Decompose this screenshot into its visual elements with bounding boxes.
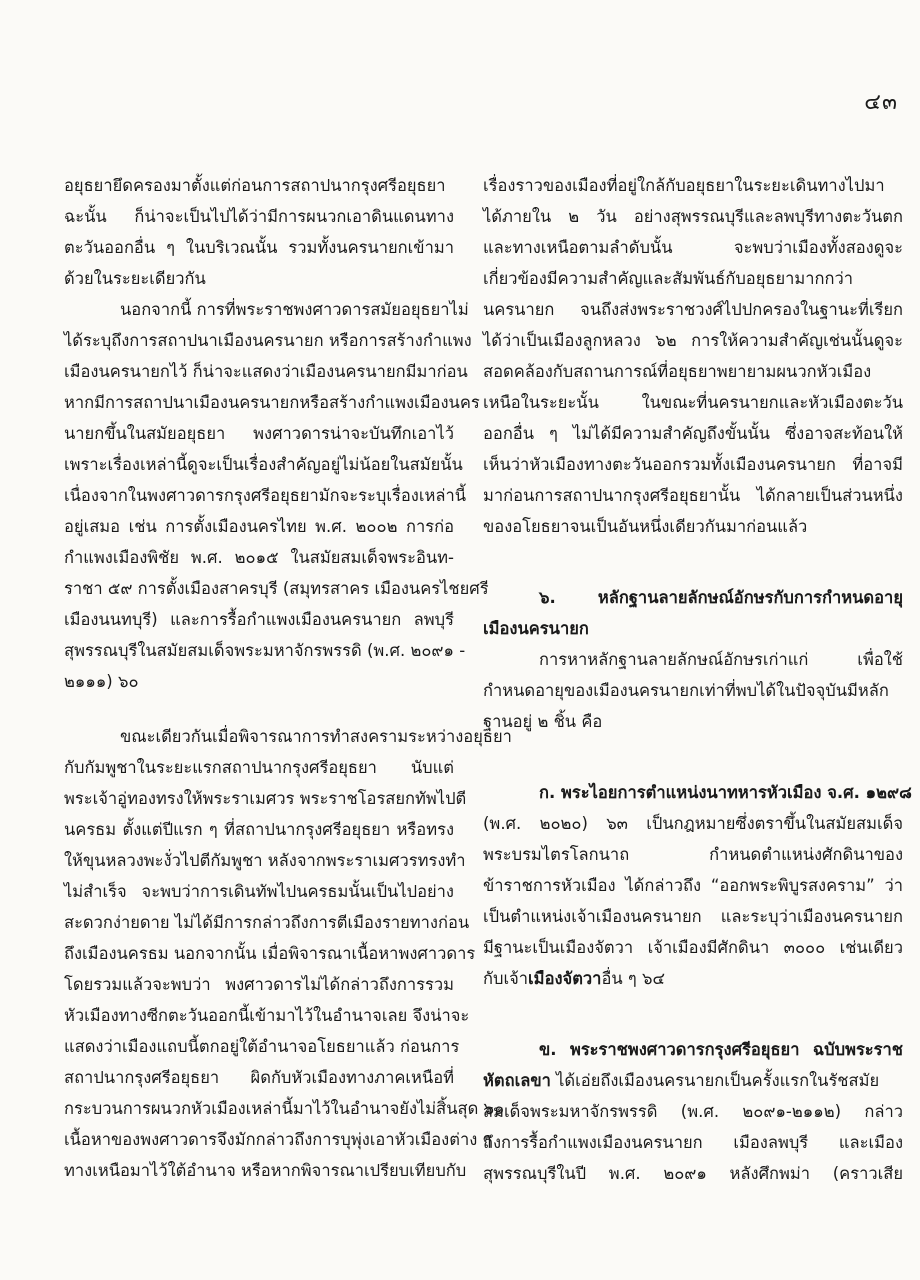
section-gap xyxy=(483,737,903,777)
text-line: เนื่องจากในพงศาวดารกรุงศรีอยุธยามักจะระบุเรื่องเหล่านี้ xyxy=(64,486,466,505)
text-line: อยู่เสมอ เช่น การตั้งเมืองนครไทย พ.ศ. ๒๐๐๒ การก่อ xyxy=(64,517,454,536)
text-line: ของอโยธยาจนเป็นอันหนึ่งเดียวกันมาก่อนแล้ว xyxy=(483,517,808,536)
section-gap xyxy=(483,994,903,1034)
text-line: นครธม ตั้งแต่ปีแรก ๆ ที่สถาปนากรุงศรีอยุธยา หรือทรง xyxy=(64,820,454,839)
text-line: เรื่องราวของเมืองที่อยู่ใกล้กับอยุธยาในระยะเดินทางไปมา xyxy=(483,176,885,195)
page-number: ๔๓ xyxy=(864,90,898,115)
item-b xyxy=(483,1034,903,1189)
text-line: ตะวันออกอื่น ๆ ในบริเวณนั้น รวมทั้งนครนายกเข้ามา xyxy=(64,238,454,257)
text-line: หัวเมืองทางซีกตะวันออกนี้เข้ามาไว้ในอำนาจเลย จึงน่าจะ xyxy=(64,1006,470,1025)
text-line: ฐานอยู่ ๒ ชิ้น คือ xyxy=(483,712,603,731)
text-line: สุพรรณบุรีในปี พ.ศ. ๒๐๙๑ หลังศึกพม่า (คราวเสีย xyxy=(483,1164,903,1183)
text-line: สอดคล้องกับสถานการณ์ที่อยุธยาพยายามผนวกหัวเมือง xyxy=(483,362,872,381)
text-segment: ได้เอ่ยถึงเมืองนครนายกเป็นครั้งแรกในรัชสมัย xyxy=(550,1071,880,1090)
item-a xyxy=(483,777,912,994)
text-line: เมืองนนทบุรี) และการรื้อกำแพงเมืองนครนายก ลพบุรี xyxy=(64,610,454,629)
paragraph-gap xyxy=(64,697,454,721)
text-line: ออกอื่น ๆ ไม่ได้มีความสำคัญถึงขั้นนั้น ซึ่งอาจสะท้อนให้ xyxy=(483,424,903,443)
text-line: สุพรรณบุรีในสมัยสมเด็จพระมหาจักรพรรดิ (พ.ศ. ๒๐๙๑ - xyxy=(64,641,466,660)
text-line: สมเด็จพระมหาจักรพรรดิ (พ.ศ. ๒๐๙๑-๒๑๑๒) กล่าว xyxy=(483,1102,903,1121)
text-line: ไม่สำเร็จ จะพบว่าการเดินทัพไปนครธมนั้นเป็นไปอย่าง xyxy=(64,882,454,901)
text-line: ๒๑๑๑) ๖๐ xyxy=(64,672,139,691)
text-line: อยุธยายึดครองมาตั้งแต่ก่อนการสถาปนากรุงศรีอยุธยา xyxy=(64,176,446,195)
item-b-title: ข. พระราชพงศาวดารกรุงศรีอยุธยา ฉบับพระราช xyxy=(539,1040,903,1059)
text-line: พระบรมไตรโลกนาถ กำหนดตำแหน่งศักดินาของ xyxy=(483,845,903,864)
text-line: มาก่อนการสถาปนากรุงศรีอยุธยานั้น ได้กลายเป็นส่วนหนึ่ง xyxy=(483,486,903,505)
text-line: นครนายก จนถึงส่งพระราชวงศ์ไปปกครองในฐานะที่เรียก xyxy=(483,300,903,319)
text-line: ขณะเดียวกันเมื่อพิจารณาการทำสงครามระหว่างอยุธยา xyxy=(120,727,512,746)
text-line: แสดงว่าเมืองแถบนี้ตกอยู่ใต้อำนาจอโยธยาแล้ว ก่อนการ xyxy=(64,1037,460,1056)
text-line: (พ.ศ. ๒๐๒๐) ๖๓ เป็นกฎหมายซึ่งตราขึ้นในสมัยสมเด็จ xyxy=(483,814,903,833)
text-segment: อื่น ๆ ๖๔ xyxy=(601,969,665,988)
bold-term: หัตถเลขา xyxy=(483,1071,551,1090)
text-line: กำหนดอายุของเมืองนครนายกเท่าที่พบได้ในปัจจุบันมีหลัก xyxy=(483,681,889,700)
text-line: เห็นว่าหัวเมืองทางตะวันออกรวมทั้งเมืองนครนายก ที่อาจมี xyxy=(483,455,903,474)
text-line: ราชา ๕๙ การตั้งเมืองสาครบุรี (สมุทรสาคร เมืองนครไชยศรี xyxy=(64,579,489,598)
text-line: ได้ระบุถึงการสถาปนาเมืองนครนายก หรือการสร้างกำแพง xyxy=(64,331,472,350)
text-line: มีฐานะเป็นเมืองจัตวา เจ้าเมืองมีศักดินา ๓๐๐๐ เช่นเดียว xyxy=(483,938,903,957)
heading-line: ๖. หลักฐานลายลักษณ์อักษรกับการกำหนดอายุ xyxy=(539,588,903,607)
section-gap xyxy=(483,542,903,582)
text-segment: กับเจ้า xyxy=(483,969,529,988)
text-line: สะดวกง่ายดาย ไม่ได้มีการกล่าวถึงการตีเมืองรายทางก่อน xyxy=(64,913,470,932)
text-line: กระบวนการผนวกหัวเมืองเหล่านี้มาไว้ในอำนาจยังไม่สิ้นสุด ๖๑ xyxy=(64,1099,505,1118)
text-line: หากมีการสถาปนาเมืองนครนายกหรือสร้างกำแพงเมืองนคร xyxy=(64,393,480,412)
right-paragraph-2 xyxy=(483,644,903,737)
text-line: นายกขึ้นในสมัยอยุธยา พงศาวดารน่าจะบันทึกเอาไว้ xyxy=(64,424,454,443)
text-line: และทางเหนือตามลำดับนั้น จะพบว่าเมืองทั้งสองดูจะ xyxy=(483,238,903,257)
right-paragraph-1 xyxy=(483,170,903,542)
text-line: ได้ว่าเป็นเมืองลูกหลวง ๖๒ การให้ความสำคัญเช่นนั้นดูจะ xyxy=(483,331,903,350)
text-line: ฉะนั้น ก็น่าจะเป็นไปได้ว่ามีการผนวกเอาดินแดนทาง xyxy=(64,207,454,226)
text-line: ถึงเมืองนครธม นอกจากนั้น เมื่อพิจารณาเนื้อหาพงศาวดาร xyxy=(64,944,476,963)
right-column xyxy=(483,170,912,1189)
text-line: เนื้อหาของพงศาวดารจึงมักกล่าวถึงการบุพุ่งเอาหัวเมืองต่าง ๆ xyxy=(64,1130,492,1149)
item-a-title: ก. พระไอยการตำแหน่งนาทหารหัวเมือง จ.ศ. ๑๒๙๘ xyxy=(539,783,912,802)
text-line: เกี่ยวข้องมีความสำคัญและสัมพันธ์กับอยุธยามากกว่า xyxy=(483,269,854,288)
left-paragraph-1 xyxy=(64,170,454,294)
text-line xyxy=(483,1065,903,1096)
text-line: เมืองนครนายกไว้ ก็น่าจะแสดงว่าเมืองนครนายกมีมาก่อน xyxy=(64,362,468,381)
text-line: เหนือในระยะนั้น ในขณะที่นครนายกและหัวเมืองตะวัน xyxy=(483,393,903,412)
text-line xyxy=(483,963,903,994)
text-line: เพราะเรื่องเหล่านี้ดูจะเป็นเรื่องสำคัญอยู่ไม่น้อยในสมัยนั้น xyxy=(64,455,463,474)
text-line: กับกัมพูชาในระยะแรกสถาปนากรุงศรีอยุธยา นับแต่ xyxy=(64,758,454,777)
text-line: ทางเหนือมาไว้ใต้อำนาจ หรือหากพิจารณาเปรียบเทียบกับ xyxy=(64,1161,467,1180)
text-line: โดยรวมแล้วจะพบว่า พงศาวดารไม่ได้กล่าวถึงการรวม xyxy=(64,975,454,994)
text-line: เป็นตำแหน่งเจ้าเมืองนครนายก และระบุว่าเมืองนครนายก xyxy=(483,907,903,926)
bold-term: เมืองจัตวา xyxy=(528,969,602,988)
text-line: พระเจ้าอู่ทองทรงให้พระราเมศวร พระราชโอรสยกทัพไปตี xyxy=(64,789,467,808)
text-line: ได้ภายใน ๒ วัน อย่างสุพรรณบุรีและลพบุรีทางตะวันตก xyxy=(483,207,903,226)
text-line: ข้าราชการหัวเมือง ได้กล่าวถึง “ออกพระพิบูรสงคราม” ว่า xyxy=(483,876,903,895)
text-line: ด้วยในระยะเดียวกัน xyxy=(64,269,206,288)
left-paragraph-2 xyxy=(64,294,489,697)
text-line: สถาปนากรุงศรีอยุธยา ผิดกับหัวเมืองทางภาคเหนือที่ xyxy=(64,1068,454,1087)
text-line: ถึงการรื้อกำแพงเมืองนครนายก เมืองลพบุรี และเมือง xyxy=(483,1133,903,1152)
text-line: นอกจากนี้ การที่พระราชพงศาวดารสมัยอยุธยาไม่ xyxy=(120,300,469,319)
text-line: ให้ขุนหลวงพะงั่วไปตีกัมพูชา หลังจากพระราเมศวรทรงทำ xyxy=(64,851,466,870)
text-line: การหาหลักฐานลายลักษณ์อักษรเก่าแก่ เพื่อใช้ xyxy=(539,650,903,669)
heading-line: เมืองนครนายก xyxy=(483,619,589,638)
section-heading xyxy=(483,582,903,644)
text-line: กำแพงเมืองพิชัย พ.ศ. ๒๐๑๕ ในสมัยสมเด็จพระอินท- xyxy=(64,548,454,567)
